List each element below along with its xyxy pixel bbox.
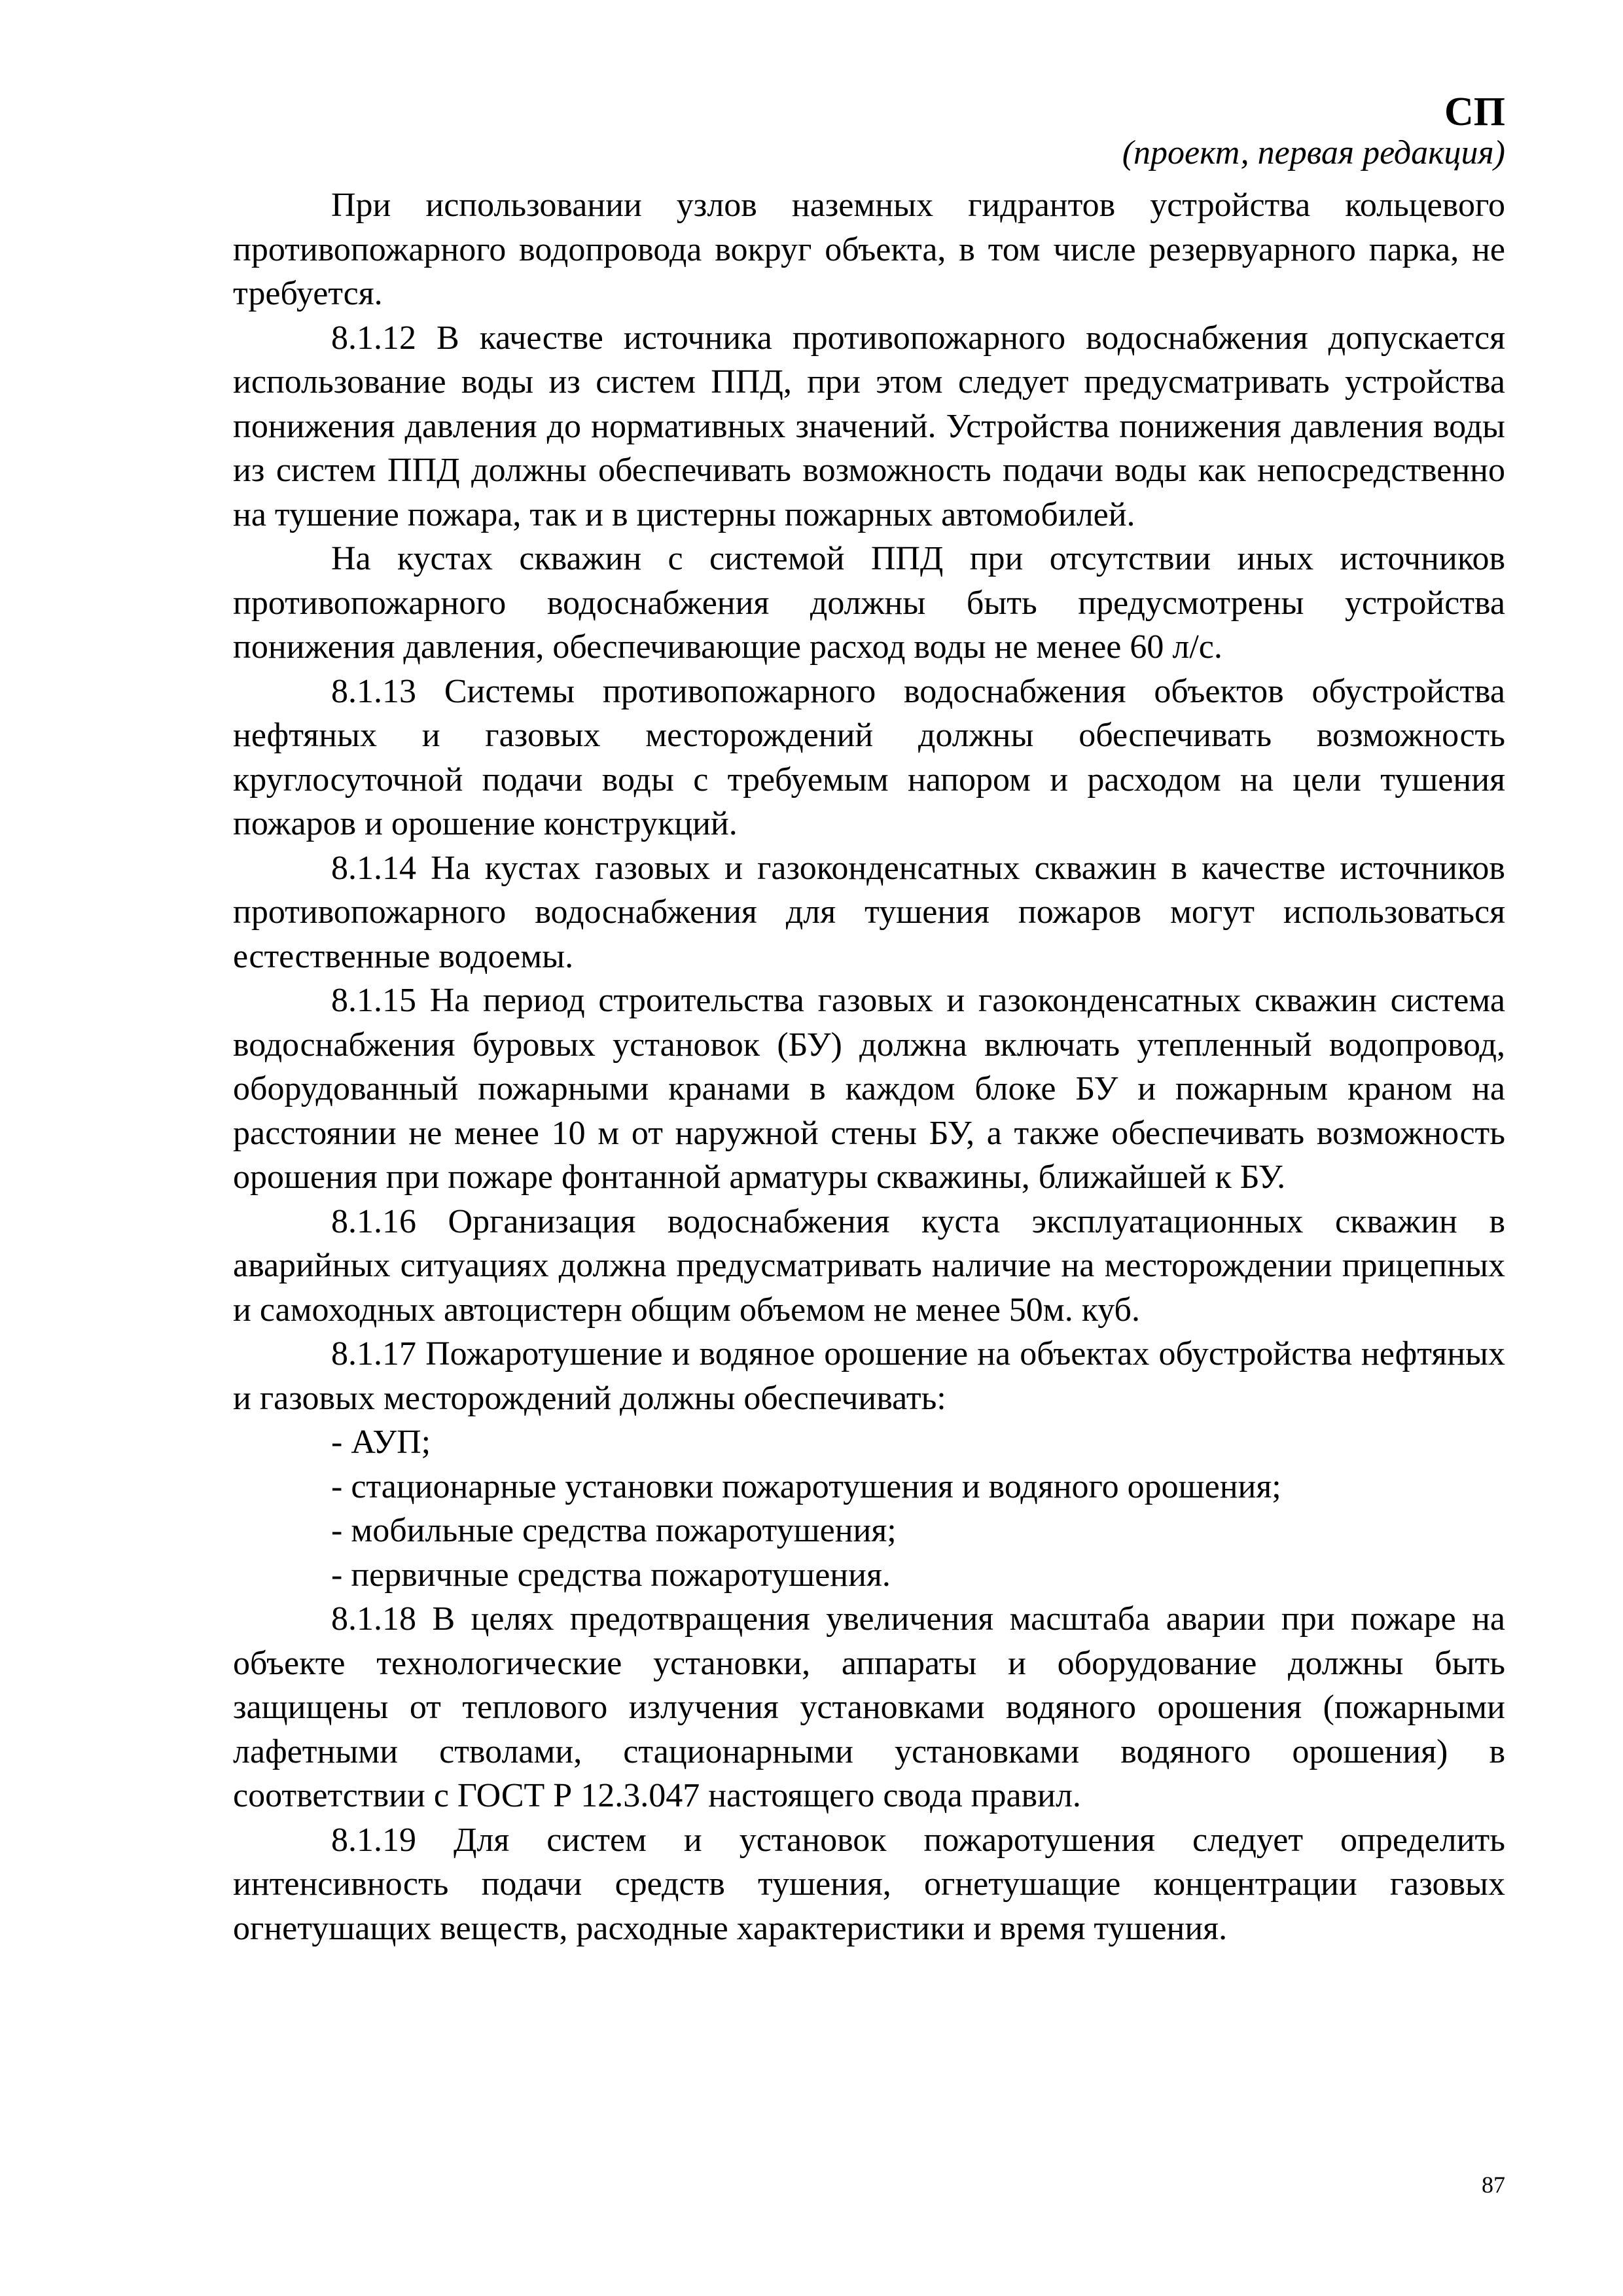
paragraph-8-1-13: 8.1.13 Системы противопожарного водоснабжения объектов обустройства нефтяных и газовых месторождений должны обеспечивать возможность круглосуточной подачи воды с требуемым напором и расходом на цели тушения пожаров и орошение конструкций. — [233, 672, 1505, 842]
paragraph-8-1-18: 8.1.18 В целях предотвращения увеличения масштаба аварии при пожаре на объекте технологические установки, аппараты и оборудование должны быть защищены от теплового излучения установками водяного орошения (пожарными лафетными стволами, стационарными установками водяного орошения) в соответствии с ГОСТ Р 12.3.047 настоящего свода правил. — [233, 1600, 1505, 1814]
list-item: - первичные средства пожаротушения. — [331, 1556, 891, 1594]
document-body — [233, 183, 1505, 1950]
paragraph-8-1-16: 8.1.16 Организация водоснабжения куста эксплуатационных скважин в аварийных ситуациях должна предусматривать наличие на месторождении прицепных и самоходных автоцистерн общим объемом не менее 50м. куб. — [233, 1202, 1505, 1329]
paragraph-8-1-15: 8.1.15 На период строительства газовых и газоконденсатных скважин система водоснабжения буровых установок (БУ) должна включать утепленный водопровод, оборудованный пожарными кранами в каждом блоке БУ и пожарным краном на расстоянии не менее 10 м от наружной стены БУ, а также обеспечивать возможность орошения при пожаре фонтанной арматуры скважины, ближайшей к БУ. — [233, 982, 1505, 1196]
list-item: - мобильные средства пожаротушения; — [331, 1512, 897, 1549]
paragraph-8-1-19: 8.1.19 Для систем и установок пожаротушения следует определить интенсивность подачи средств тушения, огнетушащие концентрации газовых огнетушащих веществ, расходные характеристики и время тушения. — [233, 1821, 1505, 1947]
paragraph-hydrants: При использовании узлов наземных гидрантов устройства кольцевого противопожарного водопровода вокруг объекта, в том числе резервуарного парка, не требуется. — [233, 187, 1505, 312]
page-number: 87 — [1482, 2172, 1505, 2198]
document-edition: (проект, первая редакция) — [1122, 134, 1505, 171]
paragraph-8-1-17: 8.1.17 Пожаротушение и водяное орошение на объектах обустройства нефтяных и газовых месторождений должны обеспечивать: — [233, 1335, 1505, 1417]
list-item: - стационарные установки пожаротушения и водяного орошения; — [331, 1467, 1281, 1505]
document-code: СП — [1444, 90, 1505, 134]
paragraph-well-clusters: На кустах скважин с системой ППД при отсутствии иных источников противопожарного водоснабжения должны быть предусмотрены устройства понижения давления, обеспечивающие расход воды не менее 60 л/с. — [233, 540, 1505, 666]
paragraph-8-1-12: 8.1.12 В качестве источника противопожарного водоснабжения допускается использование воды из систем ППД, при этом следует предусматривать устройства понижения давления до нормативных значений. Устройства понижения давления воды из систем ППД должны обеспечивать возможность подачи воды как непосредственно на тушение пожара, так и в цистерны пожарных автомобилей. — [233, 319, 1505, 533]
paragraph-8-1-14: 8.1.14 На кустах газовых и газоконденсатных скважин в качестве источников противопожарного водоснабжения для тушения пожаров могут использоваться естественные водоемы. — [233, 849, 1505, 975]
list-item: - АУП; — [331, 1424, 431, 1461]
